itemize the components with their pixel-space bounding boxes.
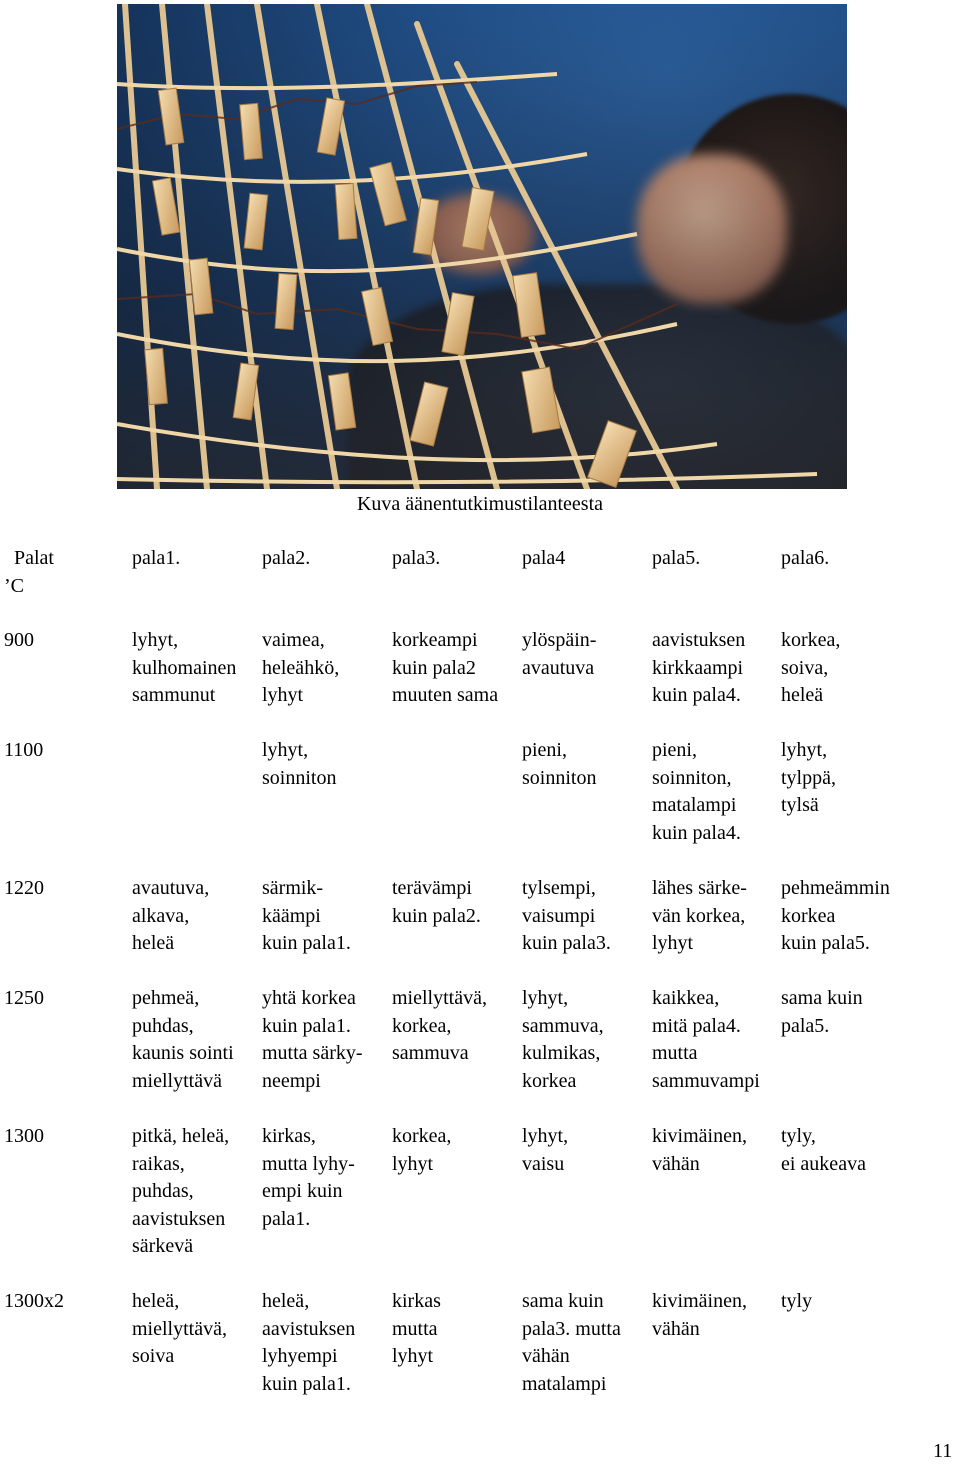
table-cell: ylöspäin- avautuva — [522, 629, 597, 679]
table-cell: pieni, soinniton — [522, 739, 597, 789]
row-temp: 1300 — [4, 1125, 44, 1147]
table-cell: heleä, aavistuksen lyhyempi kuin pala1. — [262, 1290, 356, 1395]
string-instrument-graphic — [117, 4, 847, 489]
table-cell: lyhyt, soinniton — [262, 739, 337, 789]
table-cell: tyly, ei aukeava — [781, 1125, 866, 1175]
table-cell: pieni, soinniton, matalampi kuin pala4. — [652, 739, 741, 844]
table-cell: korkea, soiva, heleä — [781, 629, 841, 706]
row-temp: 1300x2 — [4, 1290, 64, 1312]
header-palat-celsius: Palat ’C — [4, 547, 54, 597]
page-number: 11 — [933, 1440, 953, 1462]
table-cell: terävämpi kuin pala2. — [392, 877, 481, 927]
row-temp: 1220 — [4, 877, 44, 899]
header-pala1: pala1. — [132, 547, 181, 569]
table-cell: pitkä, heleä, raikas, puhdas, aavistuksen särkevä — [132, 1125, 230, 1257]
table-cell: sama kuin pala3. mutta vähän matalampi — [522, 1290, 621, 1395]
table-cell: kirkas, mutta lyhy- empi kuin pala1. — [262, 1125, 355, 1230]
header-pala6: pala6. — [781, 547, 830, 569]
table-cell: sama kuin pala5. — [781, 987, 863, 1037]
sound-research-photo — [117, 4, 847, 489]
table-cell: särmik- käämpi kuin pala1. — [262, 877, 351, 954]
table-cell: lähes särke- vän korkea, lyhyt — [652, 877, 747, 954]
header-pala5: pala5. — [652, 547, 701, 569]
table-cell: kaikkea, mitä pala4. mutta sammuvampi — [652, 987, 760, 1092]
header-pala4: pala4 — [522, 547, 566, 569]
table-cell: lyhyt, kulhomainen sammunut — [132, 629, 237, 706]
table-cell: miellyttävä, korkea, sammuva — [392, 987, 487, 1064]
table-cell: avautuva, alkava, heleä — [132, 877, 210, 954]
row-temp: 1100 — [4, 739, 44, 761]
table-cell: pehmeämmin korkea kuin pala5. — [781, 877, 890, 954]
table-cell: lyhyt, vaisu — [522, 1125, 569, 1175]
table-cell: tylsempi, vaisumpi kuin pala3. — [522, 877, 611, 954]
photo-caption: Kuva äänentutkimustilanteesta — [356, 493, 604, 515]
table-cell: lyhyt, sammuva, kulmikas, korkea — [522, 987, 604, 1092]
table-cell: lyhyt, tylppä, tylsä — [781, 739, 836, 816]
table-cell: kivimäinen, vähän — [652, 1125, 747, 1175]
table-cell: vaimea, heleähkö, lyhyt — [262, 629, 340, 706]
table-cell: korkeampi kuin pala2 muuten sama — [392, 629, 499, 706]
table-cell: korkea, lyhyt — [392, 1125, 452, 1175]
table-cell: aavistuksen kirkkaampi kuin pala4. — [652, 629, 746, 706]
header-pala2: pala2. — [262, 547, 311, 569]
table-cell: kivimäinen, vähän — [652, 1290, 747, 1340]
table-cell: pehmeä, puhdas, kaunis sointi miellyttävä — [132, 987, 234, 1092]
table-cell: yhtä korkea kuin pala1. mutta särky- neempi — [262, 987, 363, 1092]
header-pala3: pala3. — [392, 547, 441, 569]
row-temp: 900 — [4, 629, 34, 651]
table-cell: heleä, miellyttävä, soiva — [132, 1290, 227, 1367]
table-cell: kirkas mutta lyhyt — [392, 1290, 441, 1367]
row-temp: 1250 — [4, 987, 44, 1009]
table-cell: tyly — [781, 1290, 813, 1312]
